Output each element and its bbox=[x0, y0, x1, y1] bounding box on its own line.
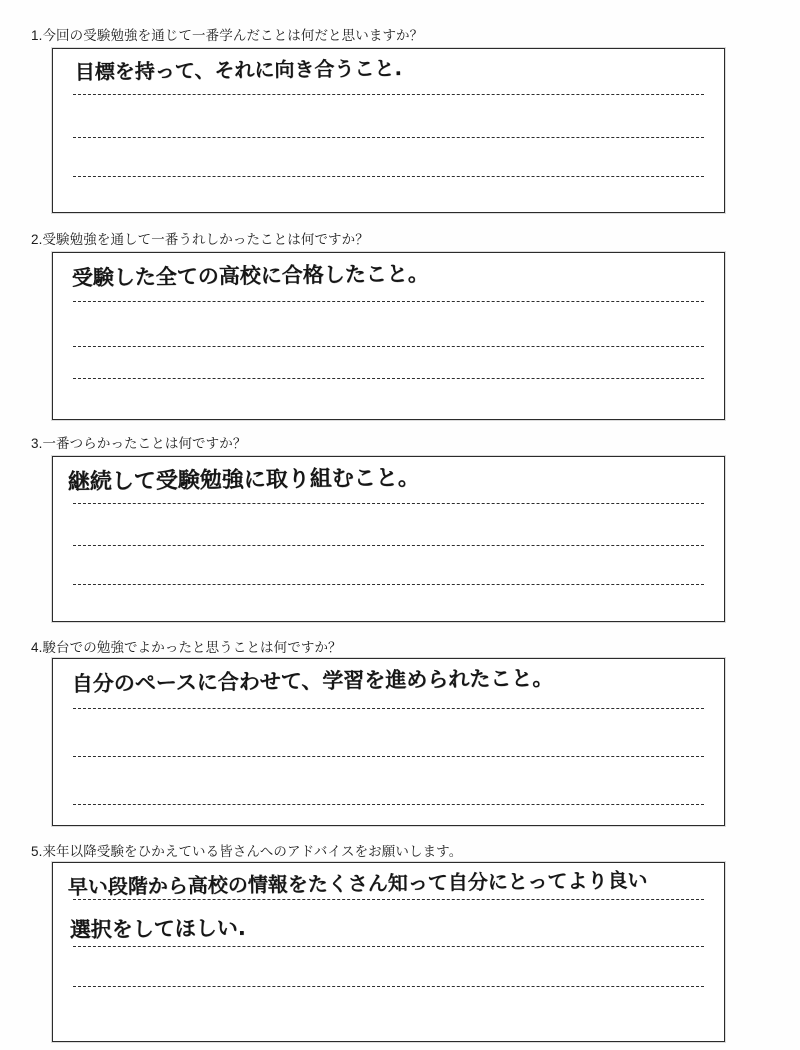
rule-line bbox=[73, 584, 704, 585]
rule-line bbox=[73, 346, 704, 347]
question-text-3: 3.一番つらかったことは何ですか？ bbox=[31, 436, 247, 451]
rule-line bbox=[73, 804, 704, 805]
rule-line bbox=[73, 301, 704, 302]
handwritten-answer-line: 目標を持って、それに向き合うこと. bbox=[74, 56, 403, 85]
rule-line bbox=[73, 378, 704, 379]
rule-line bbox=[73, 503, 704, 504]
question-text-2: 2.受験勉強を通して一番うれしかったことは何ですか？ bbox=[31, 232, 369, 247]
handwritten-answer-line: 継続して受験勉強に取り組むこと。 bbox=[67, 465, 420, 496]
rule-line bbox=[73, 946, 704, 947]
rule-line bbox=[73, 986, 704, 987]
handwritten-answer-line: 早い段階から高校の情報をたくさん知って自分にとってより良い bbox=[67, 867, 648, 900]
rule-line bbox=[73, 545, 704, 546]
handwritten-answer-line: 選択をしてほしい. bbox=[69, 915, 246, 943]
rule-line bbox=[73, 94, 704, 95]
rule-line bbox=[73, 176, 704, 177]
handwritten-answer-line: 自分のペースに合わせて、学習を進められたこと。 bbox=[71, 666, 554, 697]
question-text-4: 4.駿台での勉強でよかったと思うことは何ですか？ bbox=[31, 640, 342, 655]
question-text-5: 5.来年以降受験をひかえている皆さんへのアドバイスをお願いします。 bbox=[31, 844, 463, 859]
rule-line bbox=[73, 137, 704, 138]
rule-line bbox=[73, 756, 704, 757]
handwritten-answer-line: 受験した全ての高校に合格したこと。 bbox=[71, 261, 429, 291]
rule-line bbox=[73, 899, 704, 900]
rule-line bbox=[73, 708, 704, 709]
question-text-1: 1.今回の受験勉強を通じて一番学んだことは何だと思いますか？ bbox=[31, 28, 424, 43]
